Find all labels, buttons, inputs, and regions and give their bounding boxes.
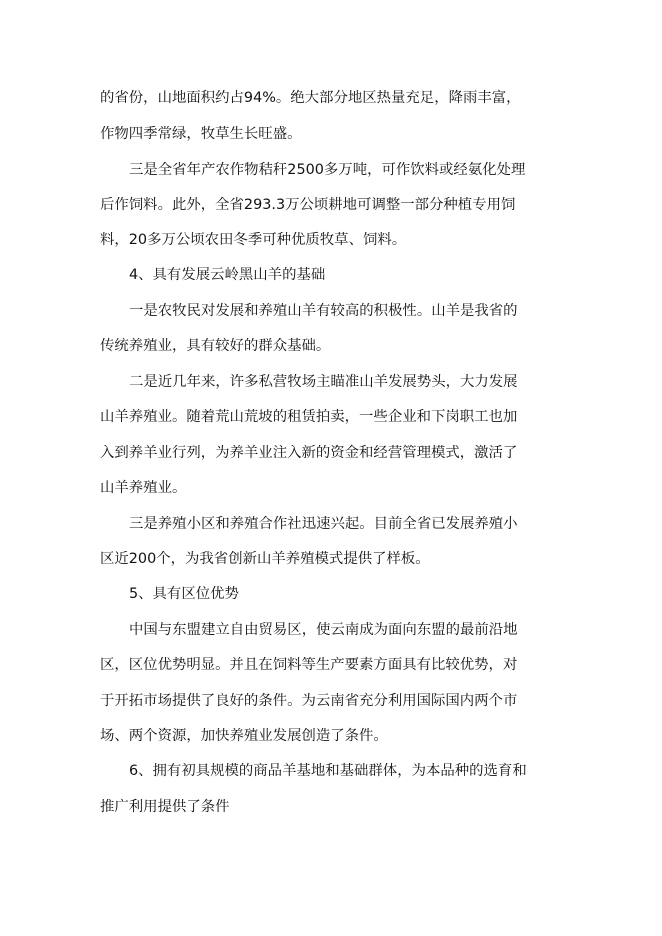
text-line: 场、两个资源，加快养殖业发展创造了条件。: [100, 728, 388, 744]
text-line: 料，20多万公顷农田冬季可种优质牧草、饲料。: [100, 232, 407, 248]
text-line: 的省份，山地面积约占94%。绝大部分地区热量充足，降雨丰富，: [100, 90, 521, 106]
section-heading: 4、具有发展云岭黑山羊的基础: [129, 267, 326, 283]
text-line: 一是农牧民对发展和养殖山羊有较高的积极性。山羊是我省的: [129, 303, 518, 319]
text-line: 入到养羊业行列，为养羊业注入新的资金和经营管理模式，激活了: [100, 445, 518, 461]
text-line: 后作饲料。此外，全省293.3万公顷耕地可调整一部分种植专用饲: [100, 197, 516, 213]
text-line: 区近200个，为我省创新山羊养殖模式提供了样板。: [100, 551, 430, 567]
text-line: 山羊养殖业。: [100, 480, 187, 496]
text-line: 推广利用提供了条件: [100, 799, 230, 815]
text-line: 中国与东盟建立自由贸易区，使云南成为面向东盟的最前沿地: [129, 622, 518, 638]
section-heading: 6、拥有初具规模的商品羊基地和基础群体，为本品种的选育和: [129, 763, 527, 779]
section-heading: 5、具有区位优势: [129, 586, 239, 602]
text-line: 山羊养殖业。随着荒山荒坡的租赁拍卖，一些企业和下岗职工也加: [100, 409, 518, 425]
text-line: 区，区位优势明显。并且在饲料等生产要素方面具有比较优势，对: [100, 657, 518, 673]
text-line: 于开拓市场提供了良好的条件。为云南省充分利用国际国内两个市: [100, 693, 518, 709]
text-line: 作物四季常绿，牧草生长旺盛。: [100, 126, 302, 142]
text-line: 三是养殖小区和养殖合作社迅速兴起。目前全省已发展养殖小: [129, 516, 518, 532]
text-line: 传统养殖业，具有较好的群众基础。: [100, 338, 331, 354]
text-line: 三是全省年产农作物秸秆2500多万吨，可作饮料或经氨化处理: [129, 162, 526, 178]
text-line: 二是近几年来，许多私营牧场主瞄准山羊发展势头，大力发展: [129, 374, 518, 390]
